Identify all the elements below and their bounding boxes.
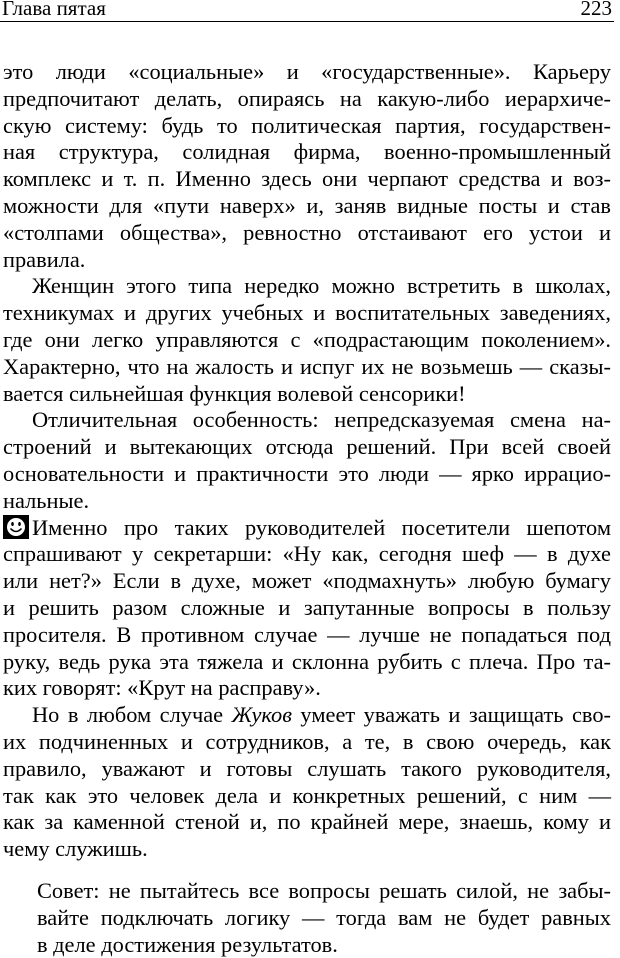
text-line: правило, уважают и готовы слушать такого руководителя, — [3, 755, 611, 781]
text-line: правила. — [3, 246, 86, 272]
text-fragment: Именно про таких руководителей посетители шепотом — [32, 514, 611, 540]
paragraph-2 — [3, 273, 611, 407]
body-text — [3, 59, 611, 863]
text-line: Характерно, что на жалость и испуг их не возьмешь — сказы- — [3, 353, 611, 379]
chapter-title: Глава пятая — [2, 0, 106, 20]
text-line: основательности и практичности это люди — ярко иррацио- — [3, 460, 611, 486]
text-line: Отличительная особенность: непредсказуемая смена на- — [32, 407, 611, 433]
text-line-with-smiley — [3, 515, 611, 542]
text-line: предпочитают делать, опираясь на какую-либо иерархиче- — [3, 85, 611, 111]
text-line: просителя. В противном случае — лучше не попадаться под — [3, 621, 611, 647]
text-line: вайте подключать логику — тогда вам не будет равных — [37, 904, 611, 930]
text-line: комплекс и т. п. Именно здесь они черпают средства и воз- — [3, 166, 611, 192]
smiley-face-icon — [3, 515, 29, 539]
text-line: нальные. — [3, 487, 90, 513]
text-line: Совет: не пытайтесь все вопросы решать силой, не забы- — [37, 878, 611, 903]
running-header — [0, 0, 614, 22]
text-line: строений и вытекающих отсюда решений. При всей своей — [3, 434, 611, 460]
text-line: спрашивают у секретарши: «Ну как, сегодня шеф — в духе — [3, 541, 611, 567]
page-number: 223 — [580, 0, 612, 20]
paragraph-3 — [3, 407, 611, 514]
paragraph-4 — [3, 515, 611, 703]
text-line: Женщин этого типа нередко можно встретить в школах, — [32, 273, 611, 299]
text-line: где они легко управляются с «подрастающим поколением». — [3, 326, 611, 352]
text-line — [3, 702, 611, 729]
text-fragment: умеет уважать и защищать сво- — [291, 702, 611, 728]
text-line: и решить разом сложные и запутанные вопросы в пользу — [3, 594, 611, 620]
text-line: так как это человек дела и конкретных решений, с ним — — [3, 782, 611, 808]
paragraph-5 — [3, 702, 611, 863]
text-fragment: Но в любом случае — [32, 702, 232, 728]
text-line: как за каменной стеной и, по крайней мере, знаешь, кому и — [3, 809, 611, 835]
text-line: их подчиненных и сотрудников, а те, в свою очередь, как — [3, 728, 611, 754]
text-line: ких говорят: «Крут на расправу». — [3, 675, 321, 701]
italic-name: Жуков — [231, 702, 292, 728]
paragraph-1 — [3, 59, 611, 273]
text-line: в деле достижения результатов. — [37, 931, 338, 957]
text-line: или нет?» Если в духе, может «подмахнуть» любую бумагу — [3, 568, 611, 594]
text-line: вается сильнейшая функция волевой сенсорики! — [3, 380, 466, 406]
text-line: ная структура, солидная фирма, военно-промышленный — [3, 139, 611, 165]
text-line: скую систему: будь то политическая партия, государствен- — [3, 112, 611, 138]
advice-block — [37, 878, 611, 958]
text-line: можности для «пути наверх» и, заняв видные посты и став — [3, 192, 611, 218]
text-line: это люди «социальные» и «государственные». Карьеру — [3, 59, 611, 84]
text-line: «столпами общества», ревностно отстаивают его устои и — [3, 219, 611, 245]
text-line: техникумах и других учебных и воспитательных заведениях, — [3, 300, 611, 326]
text-line: чему служишь. — [3, 836, 148, 862]
text-line: руку, ведь рука эта тяжела и склонна рубить с плеча. Про та- — [3, 648, 611, 674]
